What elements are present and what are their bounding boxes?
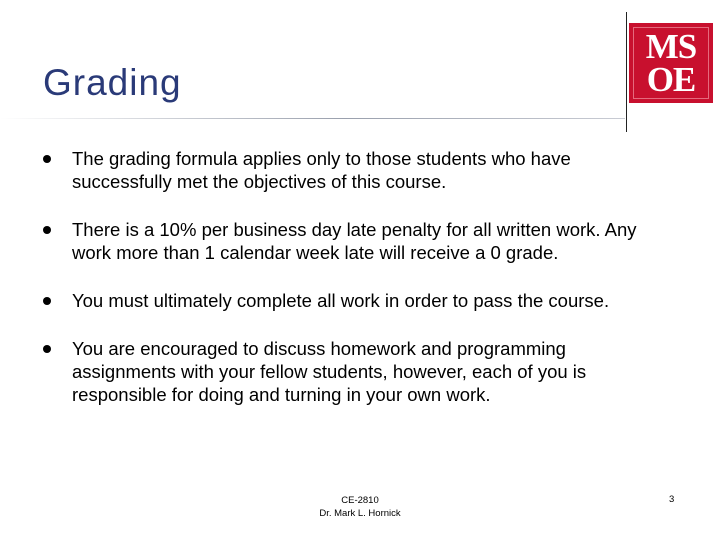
bullet-icon [43, 297, 51, 305]
msoe-logo [629, 23, 713, 103]
bullet-icon [43, 226, 51, 234]
bullet-list [42, 147, 662, 431]
footer-instructor: Dr. Mark L. Hornick [319, 508, 401, 519]
slide-title: Grading [43, 62, 182, 103]
footer-course: CE-2810 [341, 495, 379, 506]
bullet-text: You must ultimately complete all work in order to pass the course. [72, 290, 610, 311]
bullet-text: The grading formula applies only to those students who have successfully met the objectives of this course. [72, 148, 571, 192]
bullet-item [42, 218, 662, 264]
slide-footer [300, 494, 420, 520]
bullet-text: You are encouraged to discuss homework and programming assignments with your fellow students, however, each of you is responsible for doing and turning in your own work. [72, 338, 587, 405]
logo-text-bottom: OE [646, 60, 696, 99]
bullet-text: There is a 10% per business day late penalty for all written work. Any work more than 1 calendar week late will receive a 0 grade. [72, 219, 637, 263]
logo-text-top: MS [645, 27, 697, 66]
bullet-item [42, 289, 662, 312]
bullet-item [42, 337, 662, 406]
vertical-divider [626, 12, 627, 132]
page-number: 3 [669, 494, 675, 505]
title-underline [0, 118, 625, 119]
bullet-icon [43, 345, 51, 353]
bullet-item [42, 147, 662, 193]
bullet-icon [43, 155, 51, 163]
